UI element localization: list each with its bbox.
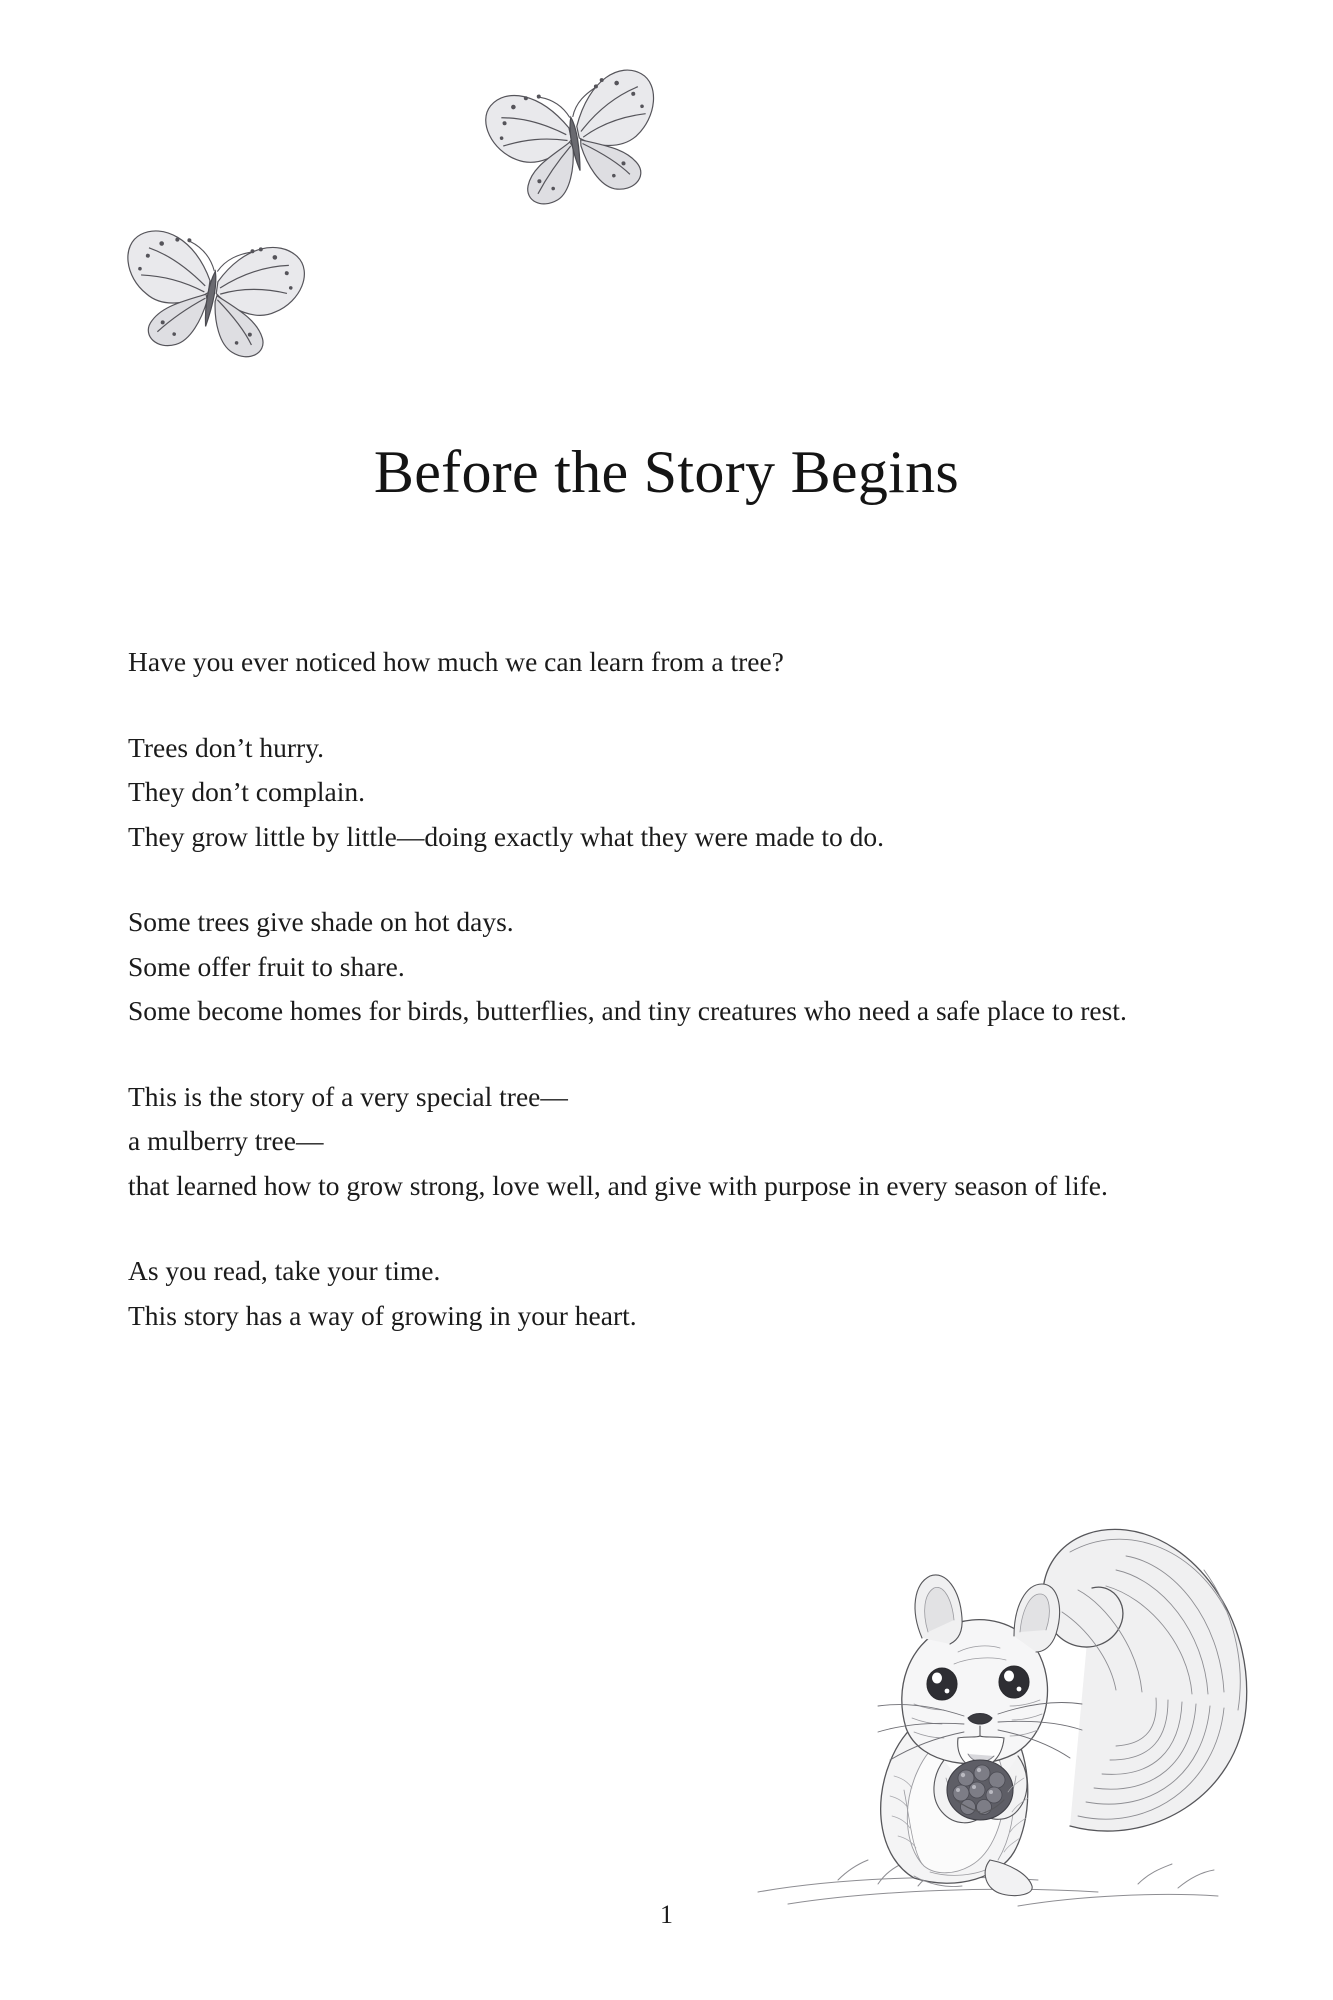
text-line: This story has a way of growing in your heart. bbox=[128, 1300, 637, 1332]
text-line: Trees don’t hurry. bbox=[128, 731, 325, 763]
paragraph-opening bbox=[128, 640, 1201, 685]
body-text bbox=[128, 640, 1201, 1339]
butterfly-icon bbox=[470, 55, 680, 230]
text-line: a mulberry tree— bbox=[128, 1125, 324, 1157]
text-line: They don’t complain. bbox=[128, 776, 366, 808]
butterfly-icon bbox=[95, 215, 330, 375]
text-line: As you read, take your time. bbox=[128, 1255, 441, 1287]
paragraph-some-trees bbox=[128, 900, 1201, 1034]
text-line: They grow little by little—doing exactly what they were made to do. bbox=[128, 820, 885, 852]
text-line: Have you ever noticed how much we can learn from a tree? bbox=[128, 646, 784, 677]
page-number: 1 bbox=[660, 1900, 673, 1929]
text-line: Some become homes for birds, butterflies, and tiny creatures who need a safe place to rest. bbox=[128, 995, 1127, 1027]
text-line: Some trees give shade on hot days. bbox=[128, 906, 514, 938]
page-title: Before the Story Begins bbox=[373, 439, 960, 506]
paragraph-trees-dont-hurry bbox=[128, 726, 1201, 860]
text-line: Some offer fruit to share. bbox=[128, 950, 405, 982]
paragraph-as-you-read bbox=[128, 1249, 1201, 1338]
squirrel-illustration bbox=[718, 1460, 1278, 1930]
text-line: This is the story of a very special tree— bbox=[128, 1080, 568, 1112]
paragraph-special-tree bbox=[128, 1075, 1201, 1209]
text-line: that learned how to grow strong, love well, and give with purpose in every season of life. bbox=[128, 1169, 1108, 1201]
